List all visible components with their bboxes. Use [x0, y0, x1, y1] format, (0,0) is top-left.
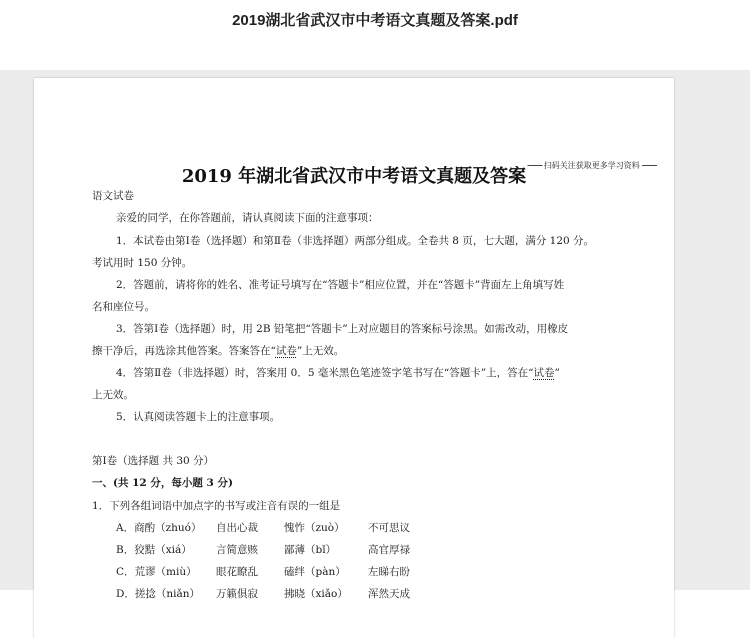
- part1-heading: 第Ⅰ卷（选择题 共 30 分）: [92, 455, 215, 467]
- note-3-emphasis: 试卷: [275, 345, 297, 357]
- pdf-page: [34, 78, 674, 638]
- note-1-line1: 1．本试卷由第Ⅰ卷（选择题）和第Ⅱ卷（非选择题）两部分组成。全卷共 8 页，七大题，满分 120 分。: [116, 235, 595, 247]
- option-b-word3: 鄙薄（bǐ）: [284, 544, 337, 556]
- note-3-line2: [92, 343, 344, 358]
- note-4-line1: [116, 365, 560, 380]
- file-title: 2019湖北省武汉市中考语文真题及答案.pdf: [232, 12, 518, 29]
- option-a-word4: 不可思议: [368, 522, 410, 534]
- pdf-viewer-area[interactable]: [0, 70, 750, 600]
- option-d-label: D．搓捻（niǎn）: [116, 588, 201, 600]
- option-c-word3: 磕绊（pàn）: [284, 566, 346, 578]
- note-4-line1-c: ”: [554, 367, 560, 379]
- dash-left: ——: [527, 161, 542, 170]
- note-5-line1: 5．认真阅读答题卡上的注意事项。: [116, 411, 281, 423]
- paper-title: 2019 年湖北省武汉市中考语文真题及答案: [181, 166, 527, 187]
- note-3-line2-c: ”上无效。: [296, 345, 345, 357]
- note-1-line2: 考试用时 150 分钟。: [92, 257, 193, 269]
- note-4-line2: 上无效。: [92, 389, 134, 401]
- note-3-line2-a: 擦干净后，再选涂其他答案。答案答在“: [92, 345, 276, 357]
- note-3-line1: 3．答第Ⅰ卷（选择题）时，用 2B 铅笔把“答题卡”上对应题目的答案标号涂黑。如需改动，用橡皮: [116, 323, 569, 335]
- note-2-line2: 名和座位号。: [92, 301, 155, 313]
- option-d-word2: 万籁俱寂: [216, 588, 258, 600]
- section1-heading: 一、(共 12 分，每小题 3 分): [92, 477, 233, 489]
- note-4-emphasis: 试卷: [533, 367, 555, 379]
- side-note-text: 扫码关注获取更多学习资料: [543, 161, 640, 170]
- option-c-label: C．荒谬（miù）: [116, 566, 197, 578]
- option-a-word3: 愧怍（zuò）: [284, 522, 345, 534]
- option-b-word4: 高官厚禄: [368, 544, 410, 556]
- viewer-header: [0, 0, 750, 70]
- dash-right: ——: [642, 161, 656, 170]
- option-c-word2: 眼花瞭乱: [216, 566, 258, 578]
- option-c-word4: 左睇右盼: [368, 566, 410, 578]
- note-4-line1-a: 4．答第Ⅱ卷（非选择题）时，答案用 0．5 毫米黑色笔迹签字笔书写在“答题卡”上，答在“: [116, 367, 534, 379]
- subject-label: 语文试卷: [92, 190, 134, 202]
- option-a-word2: 自出心裁: [216, 522, 258, 534]
- question-1: 1．下列各组词语中加点字的书写或注音有误的一组是: [92, 500, 341, 512]
- greeting: 亲爱的同学，在你答题前，请认真阅读下面的注意事项：: [116, 212, 379, 224]
- option-b-label: B．狡黠（xiá）: [116, 544, 192, 556]
- option-d-word3: 拂晓（xiǎo）: [284, 588, 348, 600]
- option-b-word2: 言简意赅: [216, 544, 258, 556]
- option-d-word4: 浑然天成: [368, 588, 410, 600]
- note-2-line1: 2．答题前，请将你的姓名、准考证号填写在“答题卡”相应位置，并在“答题卡”背面左上角填写姓: [116, 279, 565, 291]
- option-a-label: A．商酌（zhuó）: [116, 522, 202, 534]
